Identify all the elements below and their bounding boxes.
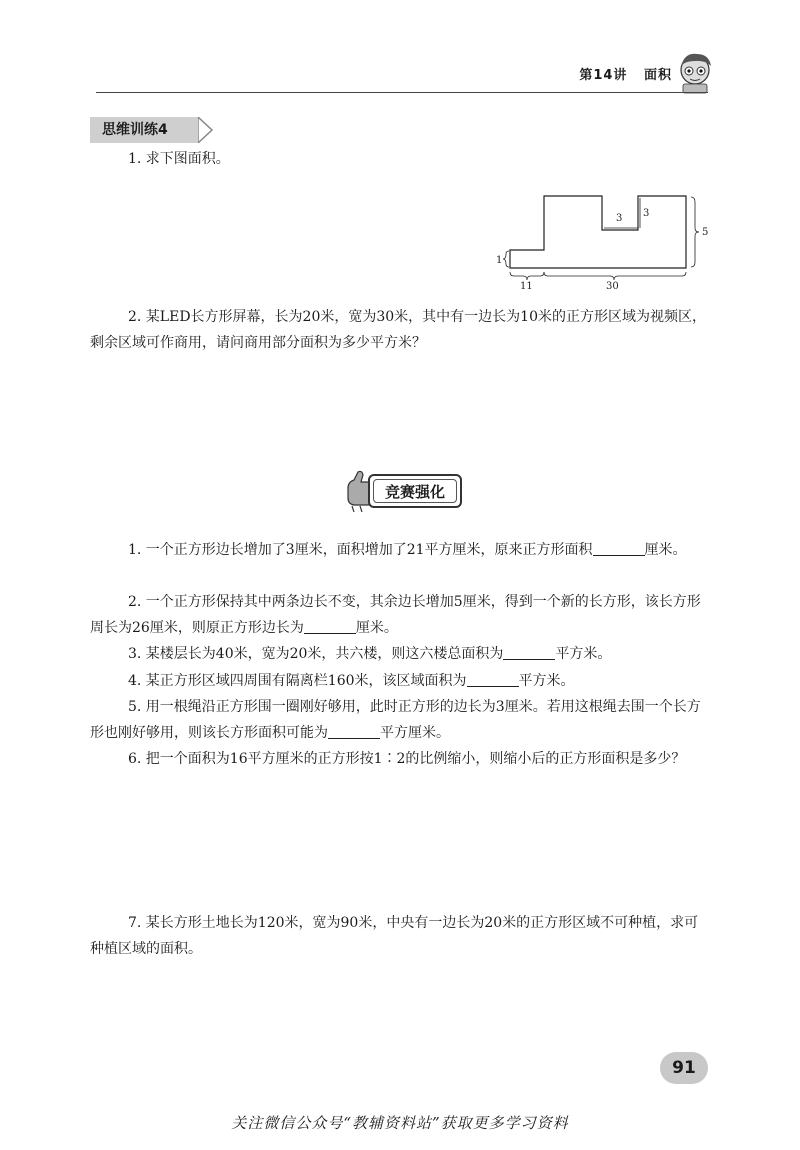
left-height-label: 1	[496, 255, 503, 266]
competition-question-3: 3. 某楼层长为40米，宽为20米，共六楼，则这六楼总面积为 平方米。	[128, 646, 612, 662]
footer-note: 关注微信公众号“教辅资料站”获取更多学习资料	[231, 1114, 569, 1132]
answer-blank[interactable]	[304, 619, 356, 634]
notch-height-label: 3	[643, 208, 650, 219]
page-number: 91	[660, 1052, 708, 1084]
answer-blank[interactable]	[328, 724, 380, 739]
answer-blank[interactable]	[467, 672, 519, 687]
tag-arrow-icon	[198, 117, 214, 143]
competition-question-5: 5. 用一根绳沿正方形围一圈刚好够用，此时正方形的边长为3厘米。若用这根绳去围一个长方形也刚好够用，则该长方形面积可能为 平方厘米。	[90, 699, 701, 741]
area-figure	[496, 188, 722, 296]
bottom-right-label: 30	[606, 281, 619, 292]
question-2: 2. 某LED长方形屏幕，长为20米，宽为30米，其中有一边长为10米的正方形区域为视频区，剩余区域可作商用，请问商用部分面积为多少平方米？	[90, 309, 706, 351]
banner-frame	[368, 474, 462, 508]
bottom-left-label: 11	[520, 281, 533, 292]
notch-width-label: 3	[616, 213, 623, 224]
competition-question-1: 1. 一个正方形边长增加了3厘米，面积增加了21平方厘米，原来正方形面积 厘米。	[128, 542, 687, 558]
right-height-label: 5	[702, 227, 709, 238]
section-tag: 思维训练4	[90, 117, 198, 143]
banner-title: 竞赛强化	[373, 479, 457, 503]
header-divider	[96, 92, 708, 93]
cartoon-character-icon	[675, 50, 715, 94]
competition-question-6: 6. 把一个面积为16平方厘米的正方形按1∶2的比例缩小，则缩小后的正方形面积是多少？	[128, 751, 686, 767]
competition-question-4: 4. 某正方形区域四周围有隔离栏160米，该区域面积为 平方米。	[128, 673, 575, 689]
answer-blank[interactable]	[593, 541, 645, 556]
answer-blank[interactable]	[503, 645, 555, 660]
running-header	[579, 64, 672, 83]
competition-question-7: 7. 某长方形土地长为120米，宽为90米，中央有一边长为20米的正方形区域不可种植，求可种植区域的面积。	[90, 915, 699, 957]
lesson-topic: 面积	[643, 68, 672, 83]
competition-banner	[342, 470, 466, 512]
lesson-number: 第14讲	[579, 68, 628, 83]
question-1: 1. 求下图面积。	[128, 151, 230, 167]
competition-question-2: 2. 一个正方形保持其中两条边长不变，其余边长增加5厘米，得到一个新的长方形，该长方形周长为26厘米，则原正方形边长为 厘米。	[90, 594, 701, 636]
